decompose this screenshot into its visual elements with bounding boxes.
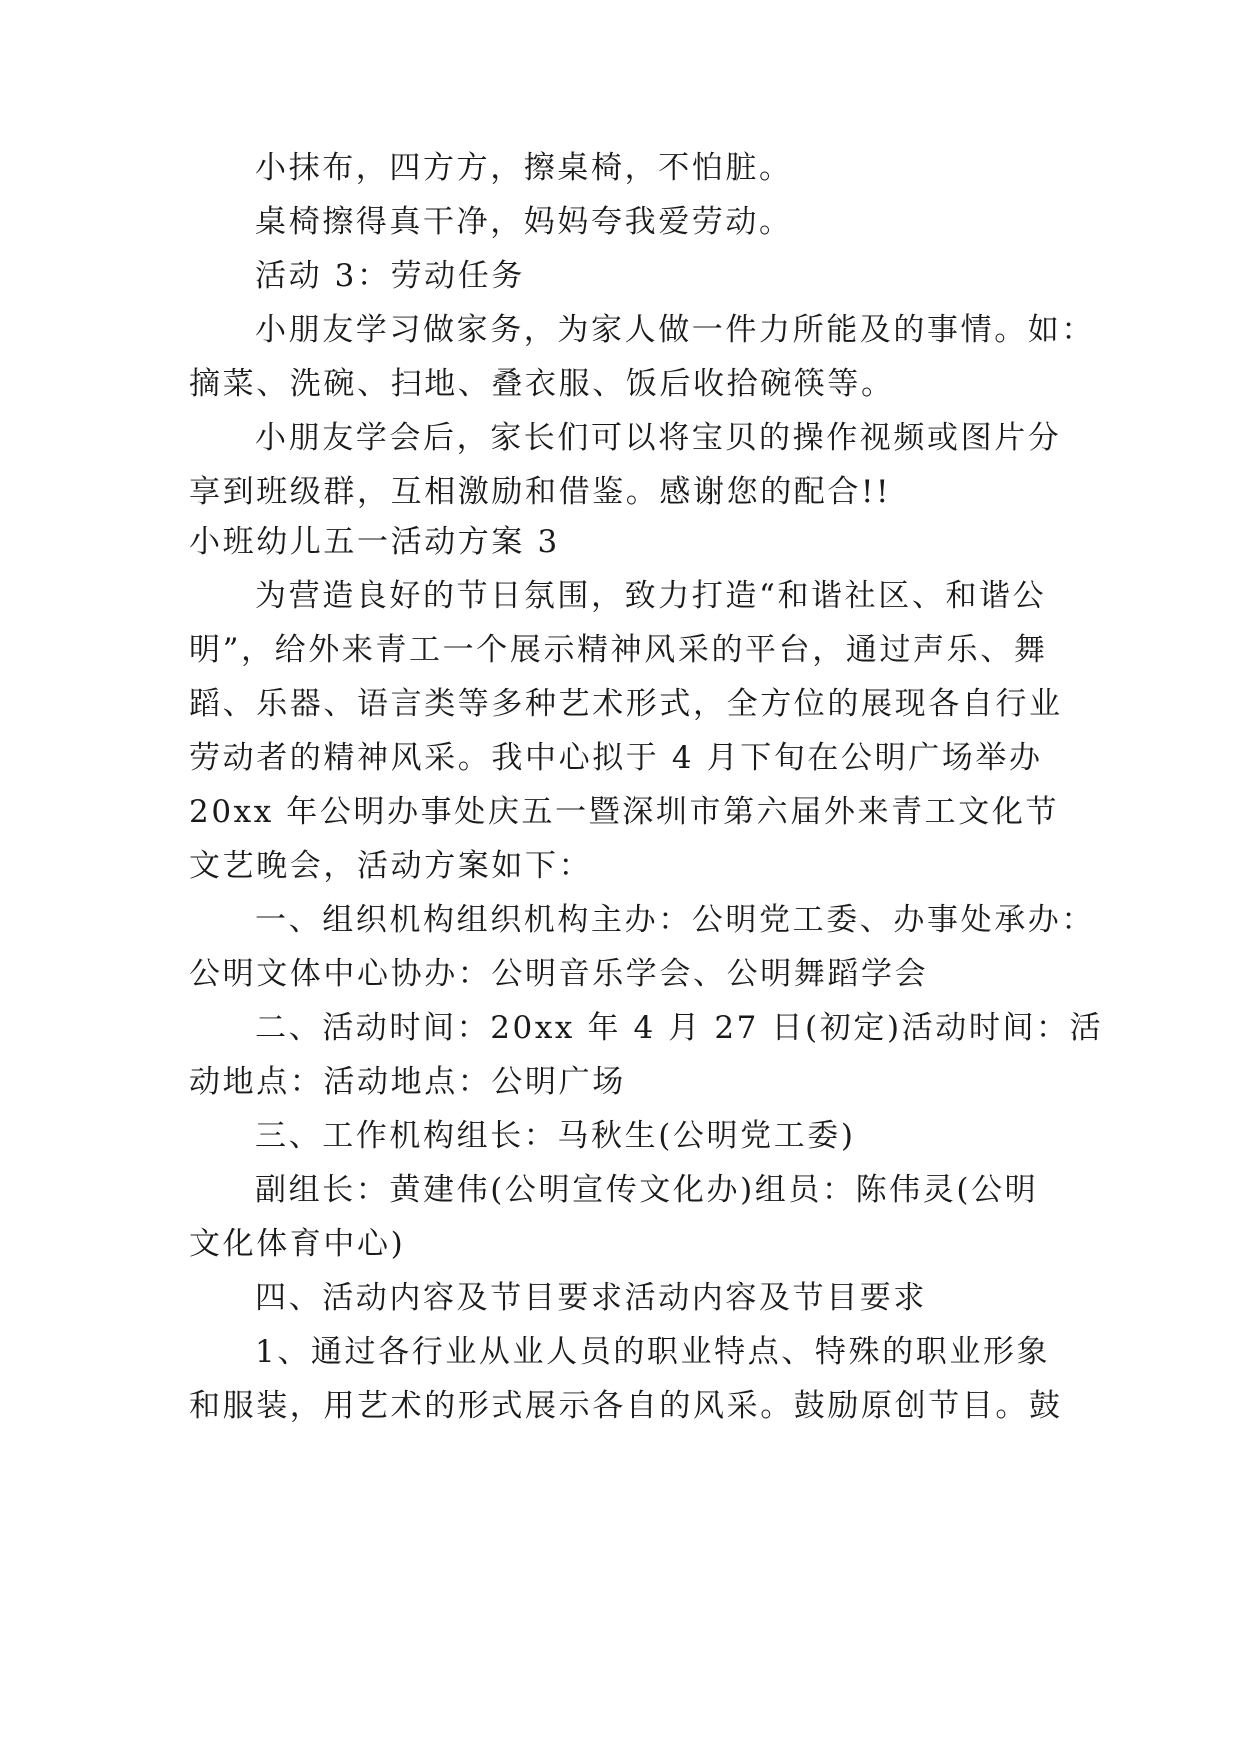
text-line: 三、工作机构组长：马秋生(公明党工委) [255,1118,856,1154]
text-line: 小朋友学习做家务，为家人做一件力所能及的事情。如： [255,312,1095,348]
text-line: 蹈、乐器、语言类等多种艺术形式，全方位的展现各自行业 [189,686,1063,722]
text-line: 四、活动内容及节目要求活动内容及节目要求 [255,1280,927,1316]
text-line: 享到班级群，互相激励和借鉴。感谢您的配合!! [189,474,892,510]
document-title: 小班幼儿五一活动方案 3 [189,524,560,560]
text-line: 桌椅擦得真干净，妈妈夸我爱劳动。 [255,204,793,240]
text-line: 1、通过各行业从业人员的职业特点、特殊的职业形象 [255,1334,1051,1370]
text-line: 20xx 年公明办事处庆五一暨深圳市第六届外来青工文化节 [189,794,1060,830]
text-line: 小朋友学会后，家长们可以将宝贝的操作视频或图片分 [255,420,1062,456]
text-line: 二、活动时间：20xx 年 4 月 27 日(初定)活动时间：活 [255,1010,1104,1046]
text-line: 为营造良好的节日氛围，致力打造“和谐社区、和谐公 [255,578,1047,614]
text-line: 摘菜、洗碗、扫地、叠衣服、饭后收拾碗筷等。 [189,366,895,402]
text-line: 副组长：黄建伟(公明宣传文化办)组员：陈伟灵(公明 [255,1172,1039,1208]
text-line: 劳动者的精神风采。我中心拟于 4 月下旬在公明广场举办 [189,740,1043,776]
text-line: 和服装，用艺术的形式展示各自的风采。鼓励原创节目。鼓 [189,1388,1063,1424]
text-line: 明”，给外来青工一个展示精神风采的平台，通过声乐、舞 [189,632,1048,668]
text-line: 小抹布，四方方，擦桌椅，不怕脏。 [255,150,793,186]
text-line: 文艺晚会，活动方案如下： [189,848,593,884]
text-line: 一、组织机构组织机构主办：公明党工委、办事处承办： [255,902,1095,938]
text-line: 公明文体中心协办：公明音乐学会、公明舞蹈学会 [189,956,929,992]
section-heading: 活动 3：劳动任务 [255,258,525,294]
text-line: 动地点：活动地点：公明广场 [189,1064,626,1100]
text-line: 文化体育中心) [189,1226,406,1262]
